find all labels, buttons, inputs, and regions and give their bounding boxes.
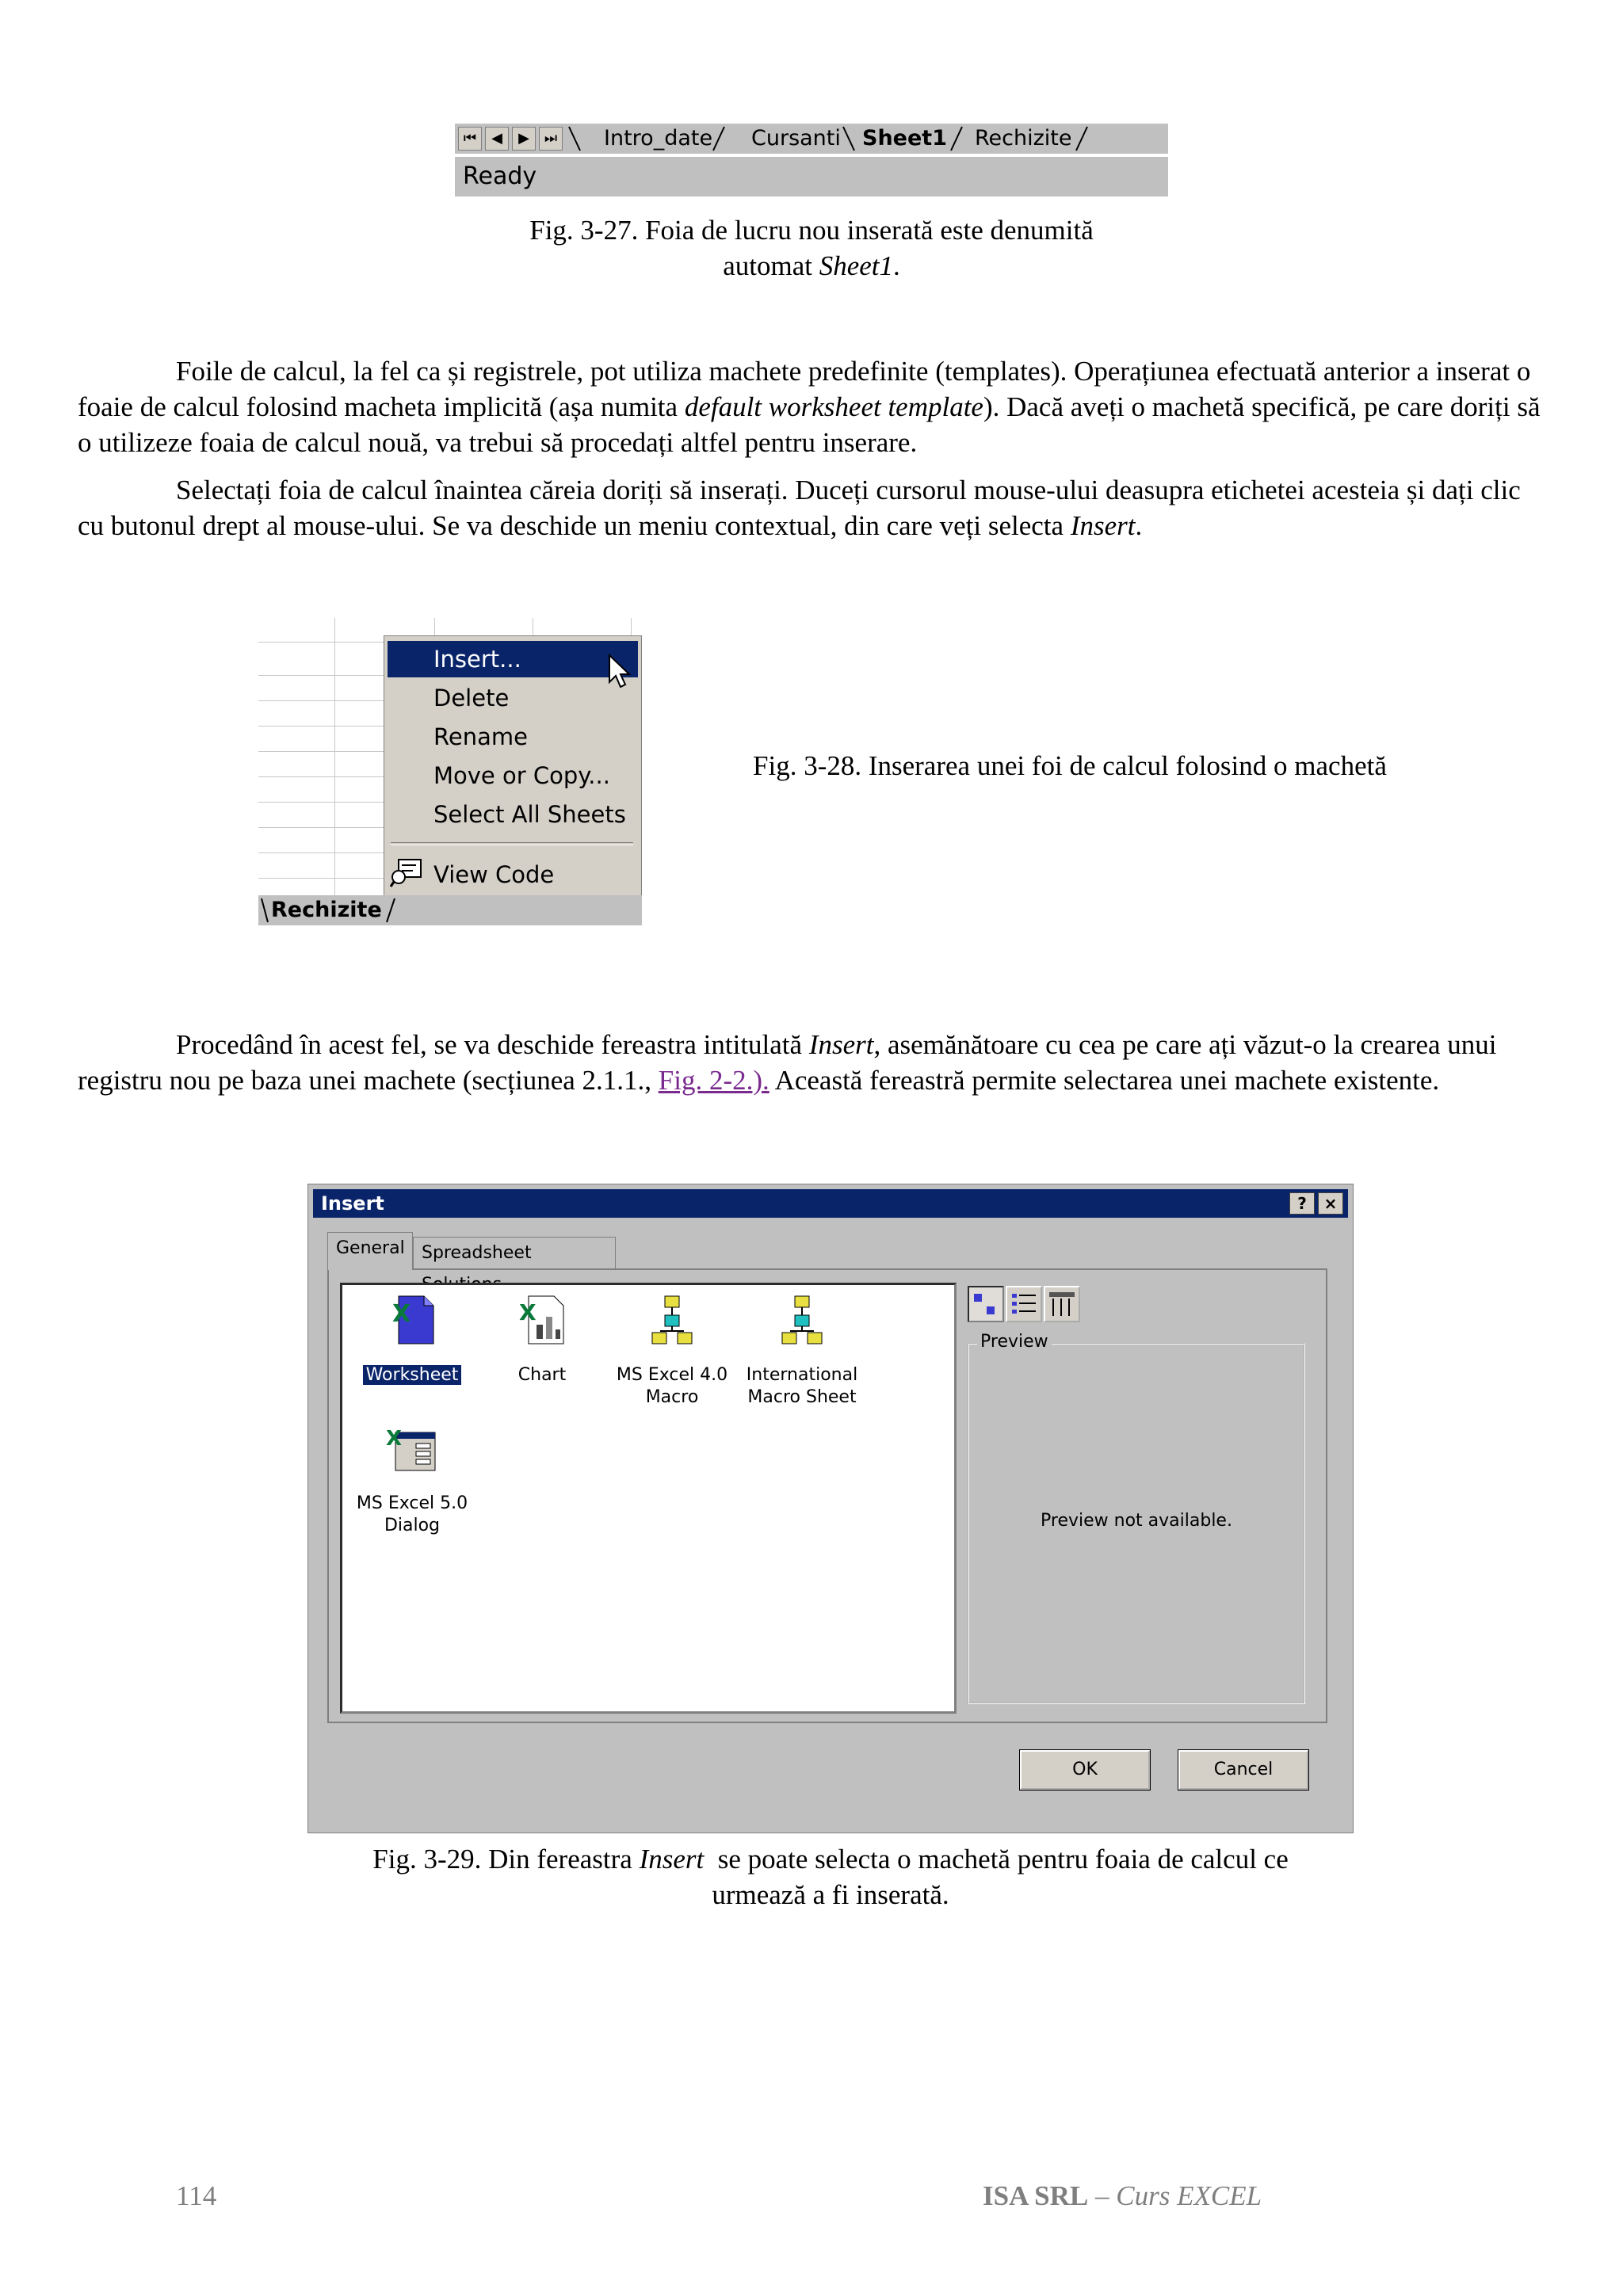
template-excel5-dialog[interactable] [349, 1421, 475, 1537]
tab-general[interactable]: General [327, 1232, 413, 1270]
tab-cursanti[interactable]: Cursanti [751, 126, 841, 151]
svg-text:X: X [386, 1427, 403, 1451]
preview-message: Preview not available. [1041, 1511, 1232, 1531]
dialog-sheet-icon [384, 1421, 440, 1477]
paragraph-templates: Foile de calcul, la fel ca și registrele, pot utiliza machete predefinite (templates). Operațiunea efectuată anterior a inserat o foaie de calcul folosind macheta implicită (așa numita default worksheet template). Dacă aveți o machetă specifică, pe care doriți să o utilizeze foaia de calcul nouă, va trebui să procedați altfel pentru inserare. [78, 356, 1541, 458]
close-icon[interactable]: × [1318, 1192, 1343, 1215]
cancel-button[interactable]: Cancel [1178, 1750, 1308, 1790]
macro-icon [774, 1293, 830, 1348]
tab-panel-general [327, 1268, 1327, 1723]
template-intl-label1: International [746, 1365, 858, 1385]
sheet-tab-bar [455, 124, 1168, 154]
footer-brand: ISA SRL – Curs EXCEL [983, 2180, 1262, 2211]
dialog-title: Insert [321, 1192, 384, 1215]
fig27-caption-line1: Fig. 3-27. Foia de lucru nou inserată este denumită [529, 215, 1094, 246]
details-view-icon[interactable] [1044, 1286, 1080, 1322]
fig-2-2-link[interactable]: Fig. 2-2.). [658, 1065, 769, 1096]
tab-rechizite[interactable]: Rechizite [975, 126, 1072, 151]
menu-item-select-all-sheets[interactable]: Select All Sheets [433, 801, 626, 828]
worksheet-icon [384, 1293, 440, 1348]
dialog-titlebar [313, 1189, 1348, 1218]
prev-sheet-icon[interactable]: ◀ [485, 127, 509, 151]
fig28-caption: Fig. 3-28. Inserarea unei foi de calcul folosind o machetă [753, 750, 1387, 781]
context-menu-figure [258, 618, 642, 925]
template-worksheet[interactable] [349, 1293, 475, 1386]
macro-icon [644, 1293, 700, 1348]
tab-intro-date[interactable]: Intro_date [604, 126, 713, 151]
tab-rechizite[interactable]: Rechizite [271, 898, 382, 922]
mouse-pointer-icon [608, 654, 632, 690]
template-list[interactable] [340, 1283, 957, 1714]
menu-item-insert[interactable]: Insert... [388, 641, 638, 677]
status-bar: Ready [455, 157, 1168, 196]
menu-separator [391, 842, 633, 845]
template-intl-label2: Macro Sheet [747, 1387, 857, 1407]
tab-sheet1[interactable]: Sheet1 [862, 126, 947, 151]
template-excel4-label2: Macro [645, 1387, 699, 1407]
fig29-caption-line1: Fig. 3-29. Din fereastra Insert se poate selecta o machetă pentru foaia de calcul ce [372, 1844, 1289, 1875]
template-excel4-macro[interactable] [609, 1293, 735, 1409]
first-sheet-icon[interactable]: ⏮ [458, 127, 482, 151]
preview-label: Preview [977, 1332, 1052, 1352]
fig27-caption-line2: automat Sheet1. [723, 250, 900, 281]
fig27-caption [455, 212, 1168, 284]
help-icon[interactable]: ? [1289, 1192, 1315, 1215]
template-excel5-label1: MS Excel 5.0 [356, 1493, 468, 1513]
insert-dialog [307, 1184, 1354, 1833]
ok-button[interactable]: OK [1020, 1750, 1150, 1790]
svg-text:X: X [519, 1299, 537, 1325]
template-chart[interactable] [479, 1293, 605, 1386]
menu-item-delete[interactable]: Delete [433, 685, 510, 711]
fig29-caption-line2: urmează a fi inserată. [712, 1879, 949, 1910]
menu-item-move-copy[interactable]: Move or Copy... [433, 762, 610, 789]
list-view-icon[interactable] [1006, 1286, 1042, 1322]
template-worksheet-label: Worksheet [363, 1365, 462, 1385]
tab-spreadsheet-solutions[interactable]: Spreadsheet [413, 1237, 616, 1268]
sheet-context-menu [384, 635, 642, 903]
chart-icon [514, 1293, 570, 1348]
template-excel4-label1: MS Excel 4.0 [616, 1365, 728, 1385]
paragraph-select-sheet: Selectați foia de calcul înaintea căreia doriți să inserați. Duceți cursorul mouse-ului deasupra etichetei acesteia și dați clic cu butonul drept al mouse-ului. Se va deschide un meniu contextual, din care veți selecta Insert. [78, 475, 1521, 541]
template-chart-label: Chart [517, 1365, 567, 1385]
menu-item-rename[interactable]: Rename [433, 723, 528, 750]
large-icons-view-icon[interactable] [968, 1286, 1004, 1322]
preview-group [968, 1332, 1305, 1704]
template-intl-macro[interactable] [739, 1293, 865, 1409]
page-number: 114 [176, 2180, 217, 2211]
svg-text:X: X [392, 1300, 411, 1328]
sheet-tab-strip [258, 895, 642, 925]
template-excel5-label2: Dialog [384, 1516, 441, 1535]
fig29-caption [307, 1841, 1354, 1913]
sheet-tabs-figure [455, 124, 1168, 196]
paragraph-insert-window: Procedând în acest fel, se va deschide fereastra intitulată Insert, asemănătoare cu cea pe care ați văzut-o la crearea unui registru nou pe baza unei machete (secțiunea 2.1.1., Fig. 2-2.). Această fereastră permite selectarea unei machete existente. [78, 1029, 1497, 1096]
last-sheet-icon[interactable]: ⏭ [539, 127, 563, 151]
menu-item-view-code[interactable]: View Code [433, 861, 555, 888]
next-sheet-icon[interactable]: ▶ [512, 127, 536, 151]
